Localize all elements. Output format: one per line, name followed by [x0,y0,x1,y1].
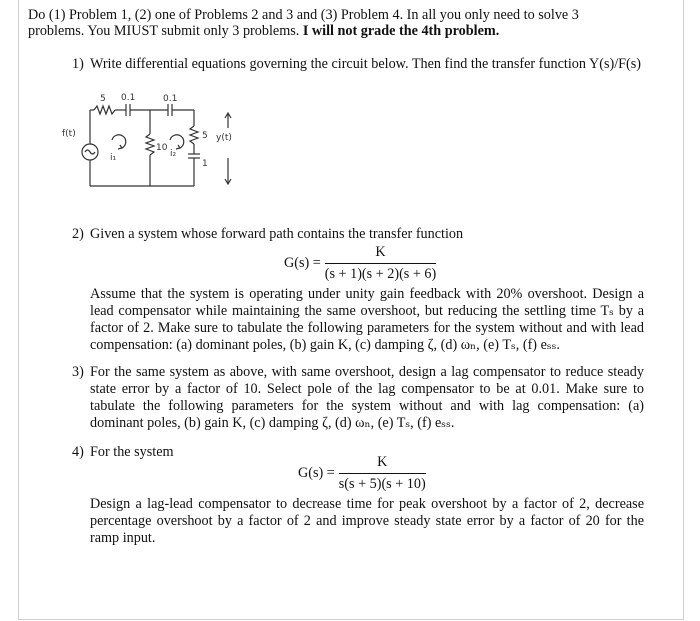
label-r-left: 10 [156,143,168,153]
label-c-top: 0.1 [121,93,136,103]
label-i2: i₂ [170,149,177,159]
eq4-lhs: G(s) = [298,465,335,481]
problem-2-number: 2) [72,226,84,242]
eq4-fraction [339,454,426,493]
circuit-diagram [50,88,260,200]
eq2-numerator: K [325,244,436,264]
problem-2-equation [284,244,436,283]
eq4-numerator: K [339,454,426,474]
label-i1: i₁ [110,153,117,163]
problem-4-body: Design a lag-lead compensator to decrease time for peak overshoot by a factor of 2, decrease percentage overshoot by a factor of 2 and improve steady state error by a factor of 20 for the ramp input. [90,496,644,546]
problem-1-number: 1) [72,56,84,72]
problem-2-body: Assume that the system is operating under unity gain feedback with 20% overshoot. Design a lead compensator while maintaining the same overshoot, but reducing the settling time Tₛ by a factor of 2. Make sure to tabulate the following parameters for the system without and with lead compensation: (a) dominant poles, (b) gain K, (c) damping ζ, (d) ωₙ, (e) Tₛ, (f) eₛₛ. [90,286,644,353]
problem-4-intro: For the system [90,444,174,460]
label-c-mid: 0.1 [163,94,178,104]
label-r-right: 5 [202,131,208,141]
eq2-denominator: (s + 1)(s + 2)(s + 6) [324,266,437,282]
label-source: f(t) [62,129,76,139]
problem-1-text: Write differential equations governing the circuit below. Then find the transfer function Y(s)/F(s) [90,56,641,72]
label-y: y(t) [216,133,232,143]
intro-line-1: Do (1) Problem 1, (2) one of Problems 2 and 3 and (3) Problem 4. In all you only need to solve 3 [28,7,579,23]
problem-3-number: 3) [72,364,84,380]
problem-2-intro: Given a system whose forward path contains the transfer function [90,226,464,242]
intro-warning: I will not grade the 4th problem. [302,23,500,39]
eq2-fraction [325,244,436,283]
problem-4-number: 4) [72,444,84,460]
problem-3-body: For the same system as above, with same overshoot, design a lag compensator to reduce steady state error by a factor of 10. Select pole of the lag compensator to be at 0.01. Make sure to tabulate the following parameters for the system without and with lag compensation: (a) dominant poles, (b) gain K, (c) damping ζ, (d) ωₙ, (e) Tₛ, (f) eₛₛ. [90,364,644,431]
eq4-denominator: s(s + 5)(s + 10) [338,476,426,492]
intro-line-2 [28,23,499,40]
intro-line-2-text: problems. You MIUST submit only 3 problems. [28,23,303,39]
label-c-bottom: 1 [202,159,208,169]
problem-4-equation [298,454,426,493]
label-r-top: 5 [100,94,106,104]
eq2-lhs: G(s) = [284,255,321,271]
